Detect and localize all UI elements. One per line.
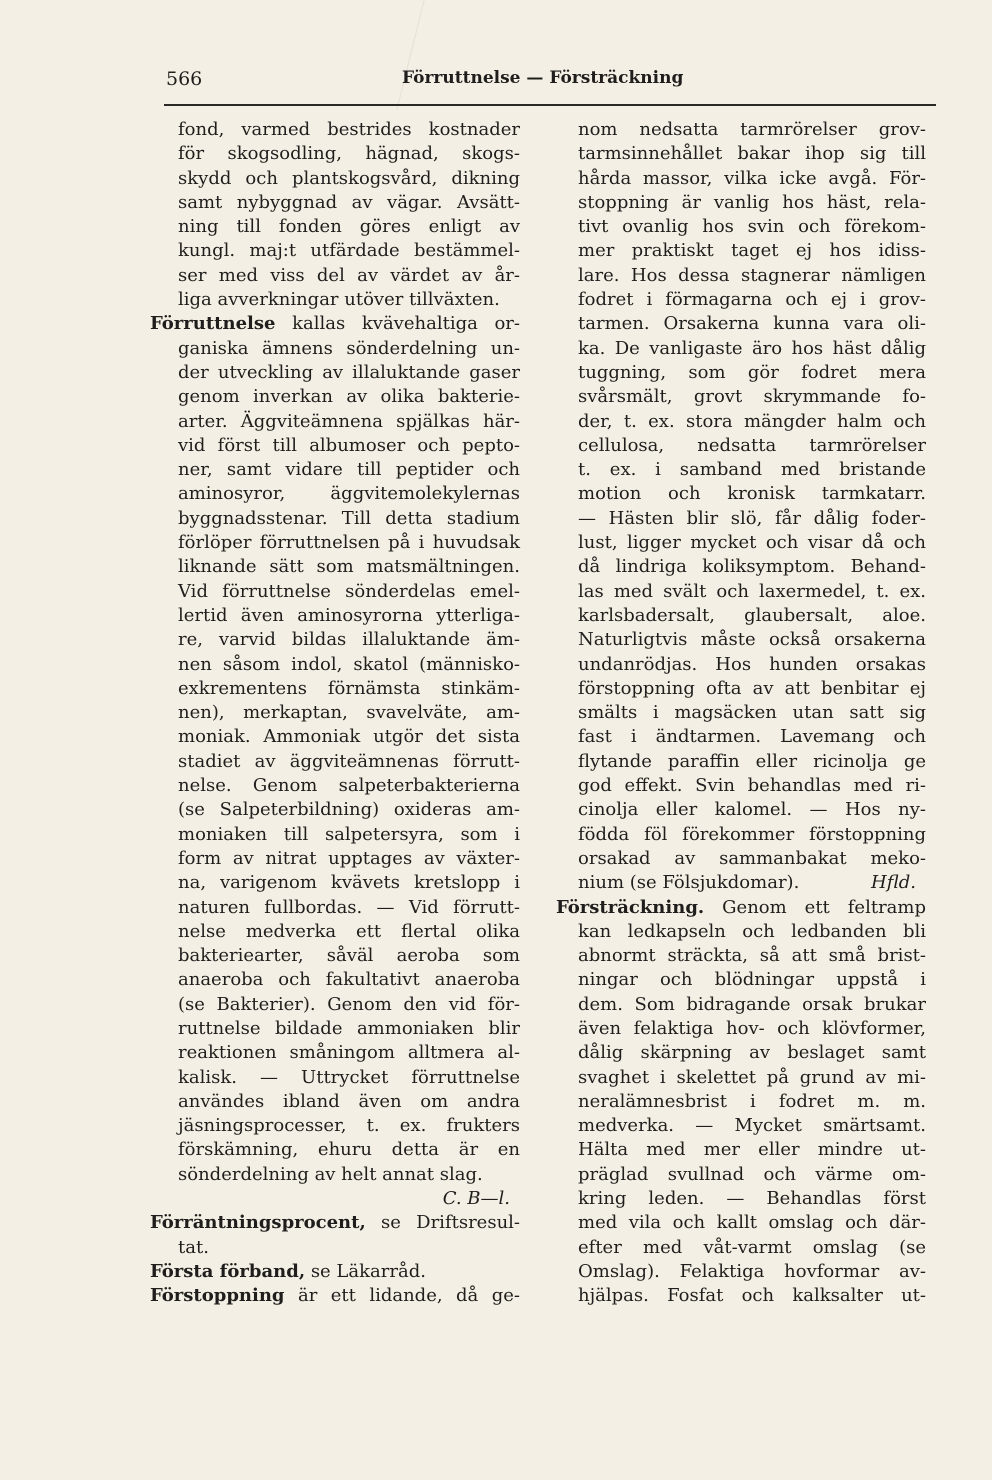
text-line: tarmsinnehållet bakar ihop sig till xyxy=(578,143,926,165)
text-line: flytande paraffin eller ricinolja ge xyxy=(578,750,926,772)
entry-term: Första förband, xyxy=(150,1260,306,1282)
text-line: neralämnesbrist i fodret m. m. xyxy=(578,1090,926,1112)
text-line: — Hästen blir slö, får dålig foder- xyxy=(578,507,926,529)
text-line: ser med viss del av värdet av år- xyxy=(178,264,520,286)
text-line: tarmen. Orsakerna kunna vara oli- xyxy=(578,313,926,335)
text-line: svårsmält, grovt skrymmande fo- xyxy=(578,386,926,408)
entry-text: se Läkarråd. xyxy=(305,1260,426,1282)
text-line: aminosyror, äggvitemolekylernas xyxy=(178,483,520,505)
text-line: skydd och plantskogsvård, dikning xyxy=(178,167,520,189)
text-line: undanrödjas. Hos hunden orsakas xyxy=(578,653,926,675)
text-line: medverka. — Mycket smärtsamt. xyxy=(578,1115,926,1137)
text-line: (se Salpeterbildning) oxideras am- xyxy=(178,799,520,821)
text-line: lust, ligger mycket och visar då och xyxy=(578,532,926,554)
entry-forrantningsprocent xyxy=(150,1211,520,1260)
text-line: sönderdelning av helt annat slag. xyxy=(178,1163,483,1185)
entry-text: se Driftsresul- xyxy=(365,1212,520,1234)
text-line: nen såsom indol, skatol (människo- xyxy=(178,653,520,675)
text-line: reaktionen småningom alltmera al- xyxy=(178,1042,520,1064)
text-line: fond, varmed bestrides kostnader xyxy=(178,119,520,140)
text-line: ner, samt vidare till peptider och xyxy=(178,459,520,481)
text-line: även felaktiga hov- och klövformer, xyxy=(578,1017,926,1039)
text-line: byggnadsstenar. Till detta stadium xyxy=(178,507,520,529)
text-line: präglad svullnad och värme om- xyxy=(578,1163,926,1185)
text-line: god effekt. Svin behandlas med ri- xyxy=(578,775,926,797)
entry-forstoppning-continued xyxy=(556,118,926,896)
text-line: fast i ändtarmen. Lavemang och xyxy=(578,726,926,748)
text-line: ganiska ämnens sönderdelning un- xyxy=(178,337,520,359)
entry-forruttnelse xyxy=(150,312,520,1211)
entry-text: är ett lidande, då ge- xyxy=(284,1285,520,1307)
text-line: cellulosa, nedsatta tarmrörelser xyxy=(578,434,926,456)
text-line: form av nitrat upptages av växter- xyxy=(178,847,520,869)
text-line: efter med våt-varmt omslag (se xyxy=(578,1236,926,1258)
text-line: förskämning, ehuru detta är en xyxy=(178,1139,520,1161)
entry-term: Förstoppning xyxy=(150,1285,285,1307)
entry-first-line xyxy=(150,1260,520,1284)
header-rule xyxy=(164,104,936,106)
text-line: arter. Äggviteämnena spjälkas här- xyxy=(178,410,520,432)
text-line: liga avverkningar utöver tillväxten. xyxy=(178,289,500,311)
text-line: användes ibland även om andra xyxy=(178,1090,520,1112)
text-line: födda föl förekommer förstoppning xyxy=(578,823,926,845)
text-line: för skogsodling, hägnad, skogs- xyxy=(178,143,520,165)
entry-text: Genom ett feltramp xyxy=(704,896,926,918)
entry-term: Förruttnelse xyxy=(150,313,276,335)
text-line: mer praktiskt taget ej hos idiss- xyxy=(578,240,926,262)
text-line: smälts i magsäcken utan satt sig xyxy=(578,702,926,724)
text-line: der, t. ex. stora mängder halm och xyxy=(578,410,926,432)
entry-forstrackning xyxy=(556,896,926,1309)
text-line: Omslag). Felaktiga hovformar av- xyxy=(578,1260,926,1282)
text-line: re, varvid bildas illaluktande äm- xyxy=(178,629,520,651)
text-line: jäsningsprocesser, t. ex. frukters xyxy=(178,1115,520,1137)
text-line: moniaken till salpetersyra, som i xyxy=(178,823,520,845)
entry-first-line xyxy=(556,896,926,920)
text-line: kalisk. — Uttrycket förruttnelse xyxy=(178,1066,520,1088)
text-line: nelse. Genom salpeterbakterierna xyxy=(178,775,520,797)
text-line: då lindriga koliksymptom. Behand- xyxy=(578,556,926,578)
text-line: hjälpas. Fosfat och kalksalter ut- xyxy=(578,1285,926,1307)
text-line: naturen fullbordas. — Vid förrutt- xyxy=(178,896,520,918)
text-line: ningar och blödningar uppstå i xyxy=(578,969,926,991)
entry-first-line xyxy=(150,1284,520,1308)
entry-continuation xyxy=(150,118,520,312)
text-line: abnormt sträckta, så att små brist- xyxy=(578,945,926,967)
text-line: (se Bakterier). Genom den vid för- xyxy=(178,993,520,1015)
text-line: dem. Som bidragande orsak brukar xyxy=(578,993,926,1015)
running-head: Förruttnelse — Försträckning xyxy=(402,68,684,88)
text-line: ka. De vanligaste äro hos häst dålig xyxy=(578,337,926,359)
text-line: nom nedsatta tarmrörelser grov- xyxy=(578,119,926,140)
text-line: kring leden. — Behandlas först xyxy=(578,1188,926,1210)
text-line: der utveckling av illaluktande gaser xyxy=(178,361,520,383)
text-line: anaeroba och fakultativt anaeroba xyxy=(178,969,520,991)
text-line: las med svält och laxermedel, t. ex. xyxy=(578,580,926,602)
author-signature: Hfld. xyxy=(871,872,916,894)
text-line: lare. Hos dessa stagnerar nämligen xyxy=(578,264,926,286)
text-line: Hälta med mer eller mindre ut- xyxy=(578,1139,926,1161)
text-line: karlsbadersalt, glaubersalt, aloe. xyxy=(578,604,926,626)
text-line: tat. xyxy=(178,1236,209,1258)
text-line: bakteriearter, såväl aeroba som xyxy=(178,945,520,967)
text-line: dålig skärpning av beslaget samt xyxy=(578,1042,926,1064)
entry-term: Förräntningsprocent, xyxy=(150,1212,366,1234)
text-line: med vila och kallt omslag och där- xyxy=(578,1212,926,1234)
text-line: exkrementens förnämsta stinkäm- xyxy=(178,677,520,699)
text-line: moniak. Ammoniak utgör det sista xyxy=(178,726,520,748)
entry-forstoppning xyxy=(150,1284,520,1308)
text-line: ruttnelse bildade ammoniaken blir xyxy=(178,1017,520,1039)
text-line: svaghet i skelettet på grund av mi- xyxy=(578,1066,926,1088)
text-line: Vid förruttnelse sönderdelas emel- xyxy=(178,580,520,602)
text-line: vid först till albumoser och pepto- xyxy=(178,434,520,456)
page-number: 566 xyxy=(166,68,203,90)
text-line: stoppning är vanlig hos häst, rela- xyxy=(578,191,926,213)
page-header xyxy=(166,64,936,94)
author-signature: C. B—l. xyxy=(442,1188,510,1210)
text-line-signed xyxy=(556,871,926,895)
text-line: cinolja eller kalomel. — Hos ny- xyxy=(578,799,926,821)
right-column xyxy=(556,118,926,1309)
text-line: samt nybyggnad av vägar. Avsätt- xyxy=(178,191,520,213)
entry-forsta-forband xyxy=(150,1260,520,1284)
text-line: fodret i förmagarna och ej i grov- xyxy=(578,289,926,311)
text-line: kan ledkapseln och ledbanden bli xyxy=(578,920,926,942)
text-line: stadiet av äggviteämnenas förrutt- xyxy=(178,750,520,772)
text-line: tuggning, som gör fodret mera xyxy=(578,361,926,383)
entry-first-line xyxy=(150,1211,520,1235)
entry-first-line xyxy=(150,312,520,336)
text-line: liknande sätt som matsmältningen. xyxy=(178,556,520,578)
text-line: genom inverkan av olika bakterie- xyxy=(178,386,520,408)
text-line: hårda massor, vilka icke avgå. För- xyxy=(578,167,926,189)
entry-term: Försträckning. xyxy=(556,896,705,918)
text-line: förstoppning ofta av att benbitar ej xyxy=(578,677,926,699)
text-line: förlöper förruttnelsen på i huvudsak xyxy=(178,532,520,554)
text-line: tivt ovanlig hos svin och förekom- xyxy=(578,216,926,238)
text-line: lertid även aminosyrorna ytterliga- xyxy=(178,604,520,626)
text-line: Naturligtvis måste också orsakerna xyxy=(578,629,926,651)
text-line: t. ex. i samband med bristande xyxy=(578,459,926,481)
text-line: kungl. maj:t utfärdade bestämmel- xyxy=(178,240,520,262)
left-column xyxy=(150,118,520,1309)
text-line: orsakad av sammanbakat meko- xyxy=(578,847,926,869)
text-line-end: nium (se Fölsjukdomar). xyxy=(578,872,800,894)
text-line: nen), merkaptan, svavelväte, am- xyxy=(178,702,520,724)
text-line: na, varigenom kvävets kretslopp i xyxy=(178,872,520,894)
entry-text: kallas kvävehaltiga or- xyxy=(275,313,520,335)
text-line: nelse medverka ett flertal olika xyxy=(178,920,520,942)
text-line: ning till fonden göres enligt av xyxy=(178,216,520,238)
text-line: motion och kronisk tarmkatarr. xyxy=(578,483,926,505)
